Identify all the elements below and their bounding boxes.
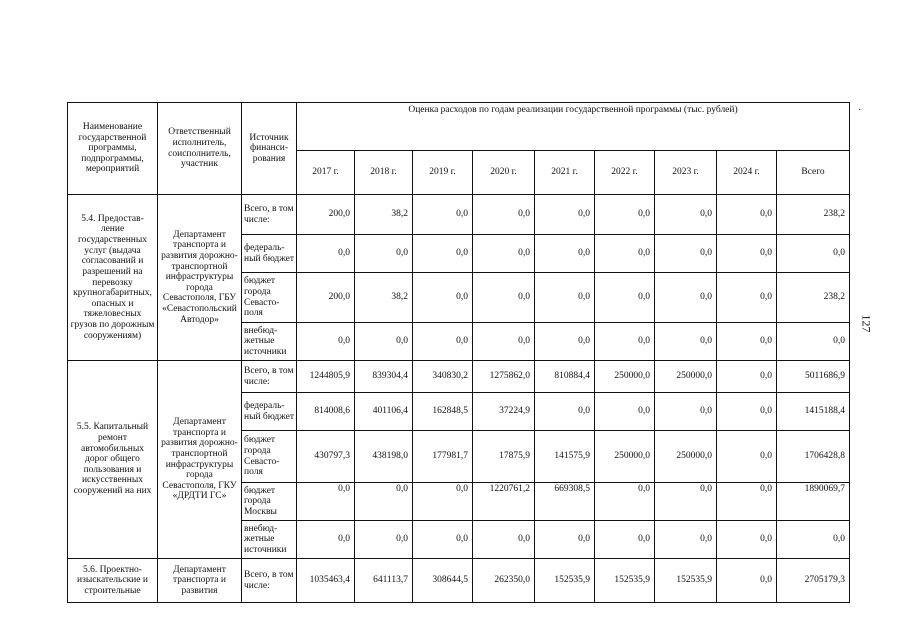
year-value-cell: 0,0 xyxy=(355,521,413,559)
year-value-cell: 250000,0 xyxy=(595,361,655,393)
year-value-cell: 0,0 xyxy=(655,273,717,323)
table-row xyxy=(68,361,850,393)
year-value-cell: 0,0 xyxy=(473,273,535,323)
year-value-cell: 340830,2 xyxy=(413,361,473,393)
funding-source-cell: Всего, в том числе: xyxy=(242,361,297,393)
year-value-cell: 0,0 xyxy=(717,431,777,483)
total-value-cell: 238,2 xyxy=(777,273,850,323)
year-value-cell: 38,2 xyxy=(355,195,413,235)
year-value-cell: 250000,0 xyxy=(595,431,655,483)
year-value-cell: 0,0 xyxy=(717,483,777,521)
year-value-cell: 250000,0 xyxy=(655,361,717,393)
year-value-cell: 0,0 xyxy=(717,361,777,393)
header-year: 2022 г. xyxy=(595,151,655,195)
year-value-cell: 0,0 xyxy=(355,323,413,361)
year-value-cell: 38,2 xyxy=(355,273,413,323)
year-value-cell: 0,0 xyxy=(655,235,717,273)
year-value-cell: 0,0 xyxy=(297,323,355,361)
program-name-cell: 5.4. Предостав-ление государственных услуг (выдача согласований и разрешений на перевозку крупногабаритных, опасных и тяжеловесных грузов по дорожным сооружениям) xyxy=(68,195,158,361)
year-value-cell: 1244805,9 xyxy=(297,361,355,393)
year-value-cell: 0,0 xyxy=(473,235,535,273)
header-source: Источник финанси-рования xyxy=(242,103,297,195)
year-value-cell: 0,0 xyxy=(355,483,413,521)
year-value-cell: 0,0 xyxy=(595,235,655,273)
total-value-cell: 0,0 xyxy=(777,521,850,559)
budget-table xyxy=(67,102,850,603)
total-value-cell: 1415188,4 xyxy=(777,393,850,431)
total-value-cell: 0,0 xyxy=(777,235,850,273)
year-value-cell: 0,0 xyxy=(717,393,777,431)
year-value-cell: 430797,3 xyxy=(297,431,355,483)
year-value-cell: 200,0 xyxy=(297,273,355,323)
program-name-cell: 5.6. Проектно-изыскательские и строительные xyxy=(68,559,158,603)
header-estimate: Оценка расходов по годам реализации государственной программы (тыс. рублей) xyxy=(297,103,850,151)
year-value-cell: 839304,4 xyxy=(355,361,413,393)
header-year: 2024 г. xyxy=(717,151,777,195)
year-value-cell: 152535,9 xyxy=(535,559,595,603)
year-value-cell: 0,0 xyxy=(413,323,473,361)
header-year-total: Всего xyxy=(777,151,850,195)
page-number: 127 xyxy=(859,314,874,333)
header-year: 2021 г. xyxy=(535,151,595,195)
year-value-cell: 0,0 xyxy=(655,521,717,559)
program-name-cell: 5.5. Капитальный ремонт автомобильных дорог общего пользования и искусственных сооружений на них xyxy=(68,361,158,559)
year-value-cell: 0,0 xyxy=(595,323,655,361)
header-year: 2023 г. xyxy=(655,151,717,195)
total-value-cell: 1890069,7 xyxy=(777,483,850,521)
year-value-cell: 152535,9 xyxy=(595,559,655,603)
year-value-cell: 308644,5 xyxy=(413,559,473,603)
header-year: 2018 г. xyxy=(355,151,413,195)
year-value-cell: 0,0 xyxy=(717,235,777,273)
year-value-cell: 1035463,4 xyxy=(297,559,355,603)
year-value-cell: 810884,4 xyxy=(535,361,595,393)
year-value-cell: 0,0 xyxy=(297,235,355,273)
year-value-cell: 0,0 xyxy=(717,195,777,235)
year-value-cell: 401106,4 xyxy=(355,393,413,431)
year-value-cell: 0,0 xyxy=(413,483,473,521)
year-value-cell: 0,0 xyxy=(717,559,777,603)
year-value-cell: 162848,5 xyxy=(413,393,473,431)
year-value-cell: 0,0 xyxy=(655,393,717,431)
total-value-cell: 238,2 xyxy=(777,195,850,235)
funding-source-cell: внебюд-жетные источники xyxy=(242,521,297,559)
responsible-cell: Департамент транспорта и развития дорожно-транспортной инфраструктуры города Севастополя, ГКУ «ДРДТИ ГС» xyxy=(158,361,242,559)
year-value-cell: 0,0 xyxy=(655,323,717,361)
year-value-cell: 0,0 xyxy=(473,323,535,361)
year-value-cell: 0,0 xyxy=(413,521,473,559)
year-value-cell: 0,0 xyxy=(535,393,595,431)
year-value-cell: 438198,0 xyxy=(355,431,413,483)
year-value-cell: 0,0 xyxy=(595,521,655,559)
year-value-cell: 1220761,2 xyxy=(473,483,535,521)
year-value-cell: 0,0 xyxy=(595,483,655,521)
funding-source-cell: бюджет города Севасто-поля xyxy=(242,431,297,483)
funding-source-cell: федераль-ный бюджет xyxy=(242,235,297,273)
year-value-cell: 0,0 xyxy=(413,273,473,323)
year-value-cell: 0,0 xyxy=(717,323,777,361)
year-value-cell: 0,0 xyxy=(473,521,535,559)
table-row xyxy=(68,195,850,235)
margin-mark: · xyxy=(858,105,862,116)
year-value-cell: 0,0 xyxy=(413,235,473,273)
year-value-cell: 0,0 xyxy=(535,521,595,559)
total-value-cell: 1706428,8 xyxy=(777,431,850,483)
year-value-cell: 141575,9 xyxy=(535,431,595,483)
year-value-cell: 0,0 xyxy=(655,483,717,521)
funding-source-cell: Всего, в том числе: xyxy=(242,195,297,235)
year-value-cell: 0,0 xyxy=(297,483,355,521)
year-value-cell: 0,0 xyxy=(655,195,717,235)
year-value-cell: 250000,0 xyxy=(655,431,717,483)
year-value-cell: 0,0 xyxy=(355,235,413,273)
year-value-cell: 641113,7 xyxy=(355,559,413,603)
header-responsible: Ответственный исполнитель, соисполнитель, участник xyxy=(158,103,242,195)
year-value-cell: 0,0 xyxy=(717,273,777,323)
header-year: 2020 г. xyxy=(473,151,535,195)
year-value-cell: 200,0 xyxy=(297,195,355,235)
header-name: Наименование государственной программы, подпрограммы, мероприятий xyxy=(68,103,158,195)
total-value-cell: 5011686,9 xyxy=(777,361,850,393)
funding-source-cell: бюджет города Севасто-поля xyxy=(242,273,297,323)
header-year: 2019 г. xyxy=(413,151,473,195)
table-body xyxy=(68,195,850,603)
year-value-cell: 0,0 xyxy=(595,273,655,323)
year-value-cell: 17875,9 xyxy=(473,431,535,483)
table-row xyxy=(68,559,850,603)
funding-source-cell: Всего, в том числе: xyxy=(242,559,297,603)
year-value-cell: 0,0 xyxy=(535,323,595,361)
total-value-cell: 0,0 xyxy=(777,323,850,361)
year-value-cell: 0,0 xyxy=(413,195,473,235)
year-value-cell: 1275862,0 xyxy=(473,361,535,393)
year-value-cell: 0,0 xyxy=(535,273,595,323)
year-value-cell: 152535,9 xyxy=(655,559,717,603)
year-value-cell: 0,0 xyxy=(717,521,777,559)
year-value-cell: 262350,0 xyxy=(473,559,535,603)
funding-source-cell: бюджет города Москвы xyxy=(242,483,297,521)
year-value-cell: 0,0 xyxy=(535,195,595,235)
year-value-cell: 177981,7 xyxy=(413,431,473,483)
year-value-cell: 37224,9 xyxy=(473,393,535,431)
year-value-cell: 0,0 xyxy=(595,195,655,235)
year-value-cell: 814008,6 xyxy=(297,393,355,431)
funding-source-cell: внебюд-жетные источники xyxy=(242,323,297,361)
header-year: 2017 г. xyxy=(297,151,355,195)
year-value-cell: 0,0 xyxy=(535,235,595,273)
year-value-cell: 0,0 xyxy=(595,393,655,431)
responsible-cell: Департамент транспорта и развития дорожно-транспортной инфраструктуры города Севастополя, ГБУ «Севастопольский Автодор» xyxy=(158,195,242,361)
year-value-cell: 669308,5 xyxy=(535,483,595,521)
table-header xyxy=(68,103,850,195)
responsible-cell: Департамент транспорта и развития xyxy=(158,559,242,603)
funding-source-cell: федераль-ный бюджет xyxy=(242,393,297,431)
year-value-cell: 0,0 xyxy=(297,521,355,559)
year-value-cell: 0,0 xyxy=(473,195,535,235)
total-value-cell: 2705179,3 xyxy=(777,559,850,603)
